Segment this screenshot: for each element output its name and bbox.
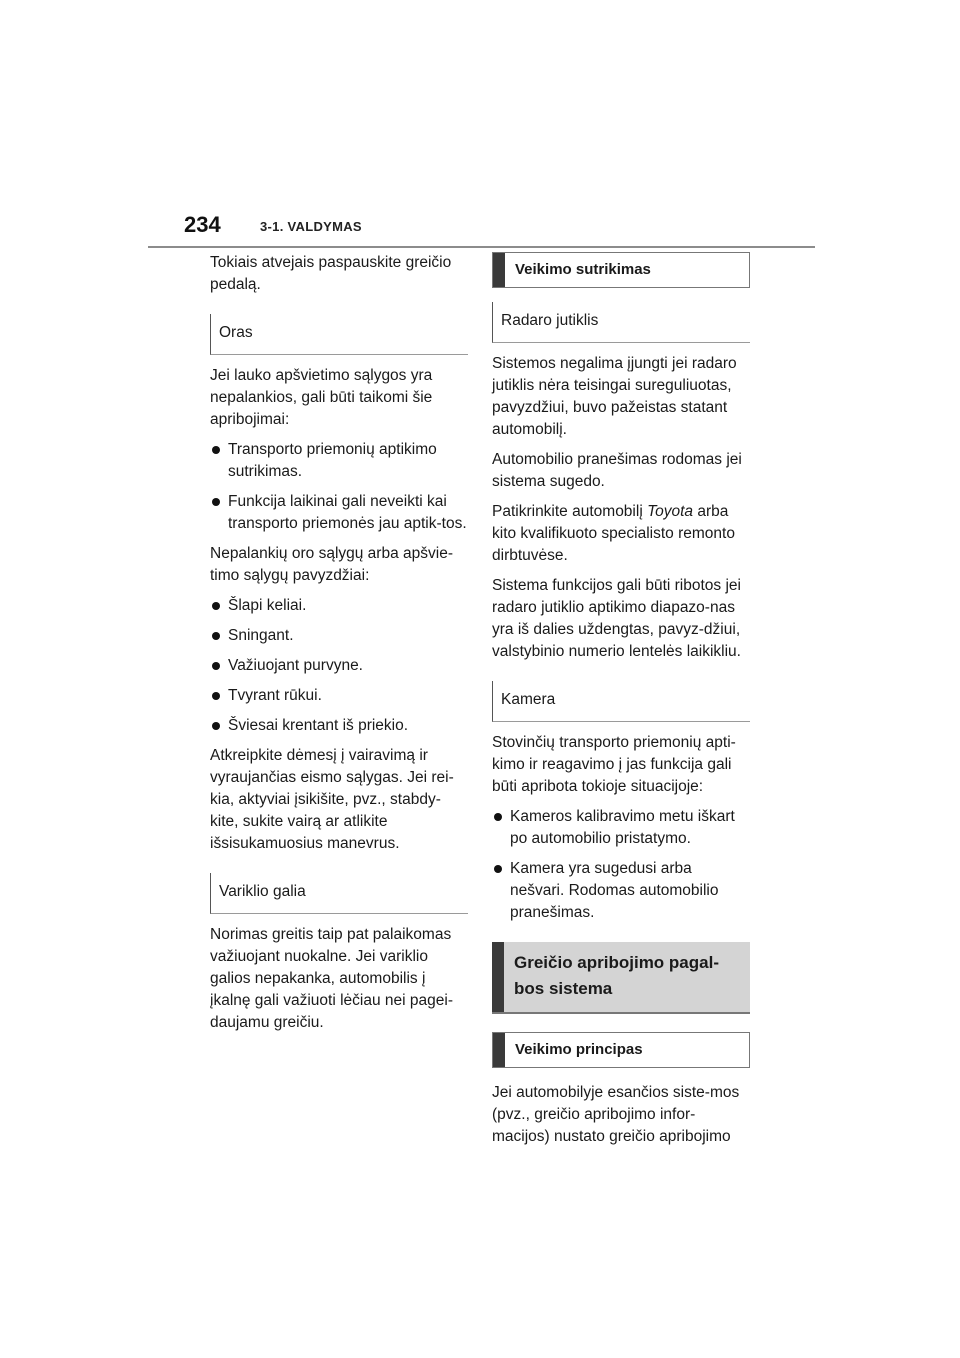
subheading-kamera: Kamera	[492, 681, 750, 722]
page-header	[148, 212, 815, 248]
list-item: Funkcija laikinai gali neveikti kai transporto priemonės jau aptik-tos.	[210, 491, 468, 535]
list-item: Kamera yra sugedusi arba nešvari. Rodomas automobilio pranešimas.	[492, 858, 750, 924]
list-item: Tvyrant rūkui.	[210, 685, 468, 707]
paragraph: Norimas greitis taip pat palaikomas važiuojant nuokalne. Jei variklio galios nepakanka, automobilis į įkalnę gali važiuoti lėčiau nei pagei-daujamu greičiu.	[210, 926, 453, 1031]
section-box-veikimo-principas	[492, 1032, 750, 1068]
paragraph: Jei lauko apšvietimo sąlygos yra nepalankios, gali būti taikomi šie apribojimai:	[210, 367, 433, 428]
intro-paragraph: Tokiais atvejais paspauskite greičio pedalą.	[210, 254, 452, 293]
paragraph: Automobilio pranešimas rodomas jei sistema sugedo.	[492, 451, 742, 490]
box-title: Veikimo principas	[515, 1041, 643, 1058]
paragraph-toyota	[492, 501, 750, 567]
left-column	[210, 252, 468, 1042]
box-title: Veikimo sutrikimas	[515, 261, 651, 278]
right-column	[492, 252, 750, 1156]
brand-name: Toyota	[647, 503, 694, 520]
subheading-radaro-jutiklis: Radaro jutiklis	[492, 302, 750, 343]
section-box-veikimo-sutrikimas	[492, 252, 750, 288]
list-item: Kameros kalibravimo metu iškart po automobilio pristatymo.	[492, 806, 750, 850]
list-item: Transporto priemonių aptikimo sutrikimas.	[210, 439, 468, 483]
list-item: Važiuojant purvyne.	[210, 655, 468, 677]
list-item: Šviesai krentant iš priekio.	[210, 715, 468, 737]
box-marker	[493, 1033, 505, 1067]
list-item: Sningant.	[210, 625, 468, 647]
paragraph: Stovinčių transporto priemonių apti-kimo ir reagavimo į jas funkcija gali būti apribota tokioje situacijoje:	[492, 734, 736, 795]
page-number: 234	[184, 212, 221, 237]
subheading-variklio-galia: Variklio galia	[210, 873, 468, 914]
paragraph: Atkreipkite dėmesį į vairavimą ir vyraujančias eismo sąlygas. Jei rei-kia, aktyviai įsikišite, pvz., stabdy-kite, sukite vairą ar atlikite išsisukamuosius manevrus.	[210, 747, 454, 852]
heading-marker	[492, 942, 504, 1012]
list-item: Šlapi keliai.	[210, 595, 468, 617]
text-span: Patikrinkite automobilį	[492, 503, 648, 520]
text-span: arba kito kvalifikuoto specialisto remonto dirbtuvėse.	[492, 503, 735, 564]
paragraph: Sistema funkcijos gali būti ribotos jei radaro jutiklio aptikimo diapazo-nas yra iš dalies uždengtas, pavyz-džiui, valstybinio numerio lentelės laikikliu.	[492, 577, 741, 660]
subheading-oras: Oras	[210, 314, 468, 355]
paragraph: Sistemos negalima įjungti jei radaro jutiklis nėra teisingai sureguliuotas, pavyzdžiui, buvo pažeistas statant automobilį.	[492, 355, 737, 438]
paragraph: Jei automobilyje esančios siste-mos (pvz., greičio apribojimo infor-macijos) nustato greičio apribojimo	[492, 1084, 740, 1145]
chapter-title: 3-1. VALDYMAS	[260, 219, 362, 234]
section-heading-greicio-apribojimo	[492, 942, 750, 1014]
section-title: Greičio apribojimo pagal-bos sistema	[514, 953, 719, 998]
box-marker	[493, 253, 505, 287]
paragraph: Nepalankių oro sąlygų arba apšvie-timo sąlygų pavyzdžiai:	[210, 545, 453, 584]
